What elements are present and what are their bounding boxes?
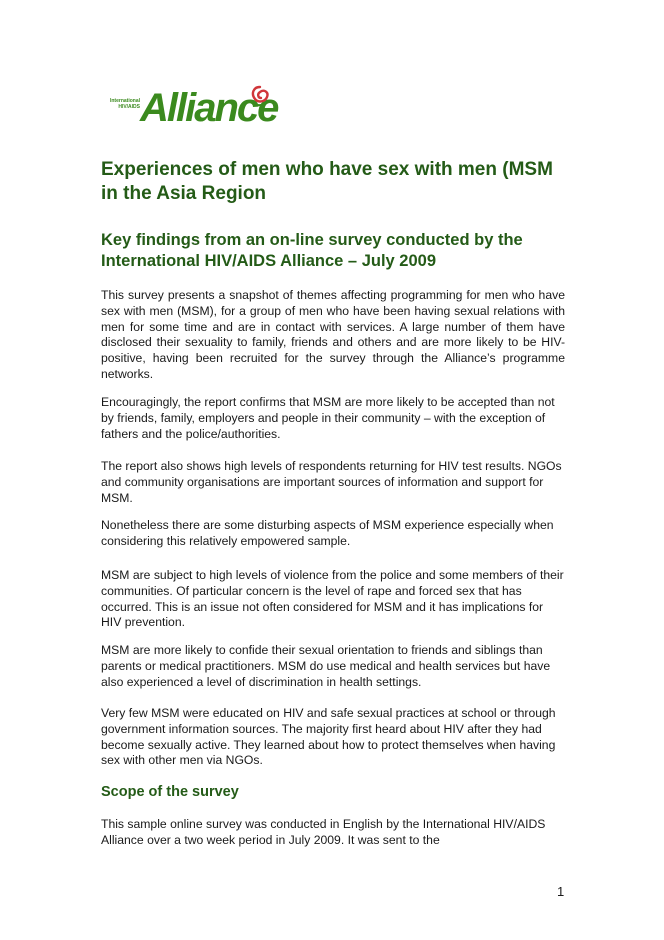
paragraph-intro: This survey presents a snapshot of themes affecting programming for men who have sex with men (MSM), for a group of men who have been having sexual relations with men for some time and are in contact with services. A large number of them have disclosed their sexuality to family, friends and others and are more likely to be HIV-positive, having been recruited for the survey through the Alliance’s programme networks. [101, 288, 565, 381]
logo-subtext [106, 98, 140, 110]
paragraph-violence: MSM are subject to high levels of violence from the police and some members of their communities. Of particular concern is the level of rape and forced sex that has occurred. This is an issue not often considered for MSM and it has implications for HIV prevention. [101, 568, 564, 630]
paragraph-encouragingly: Encouragingly, the report confirms that MSM are more likely to be accepted than not by friends, family, employers and people in their community – with the exception of fathers and the police/authorities. [101, 395, 555, 441]
paragraph-disturbing-aspects: Nonetheless there are some disturbing aspects of MSM experience especially when considering this relatively empowered sample. [101, 518, 554, 548]
paragraph-confide: MSM are more likely to confide their sexual orientation to friends and siblings than parents or medical practitioners. MSM do use medical and health services but have also experienced a level of discrimination in health settings. [101, 643, 551, 689]
paragraph-education: Very few MSM were educated on HIV and safe sexual practices at school or through government information sources. The majority first heard about HIV after they had become sexually active. They learned about how to protect themselves when having sex with other men via NGOs. [101, 706, 556, 768]
section-heading-scope: Scope of the survey [101, 784, 239, 800]
document-subtitle: Key findings from an on-line survey conducted by the International HIV/AIDS Alliance – July 2009 [101, 231, 523, 270]
logo-line-hivaids: HIV/AIDS [118, 104, 140, 110]
page-number: 1 [557, 884, 565, 899]
logo-line-international: International [109, 98, 140, 104]
paragraph-scope: This sample online survey was conducted in English by the International HIV/AIDS Alliance over a two week period in July 2009. It was sent to the [101, 817, 546, 847]
alliance-swirl-icon [248, 84, 272, 108]
alliance-logo [100, 82, 280, 142]
logo-wordmark: Alliance [140, 86, 278, 130]
document-title: Experiences of men who have sex with men (MSM in the Asia Region [101, 159, 553, 204]
paragraph-report-results: The report also shows high levels of respondents returning for HIV test results. NGOs and community organisations are important sources of information and support for MSM. [101, 459, 562, 505]
